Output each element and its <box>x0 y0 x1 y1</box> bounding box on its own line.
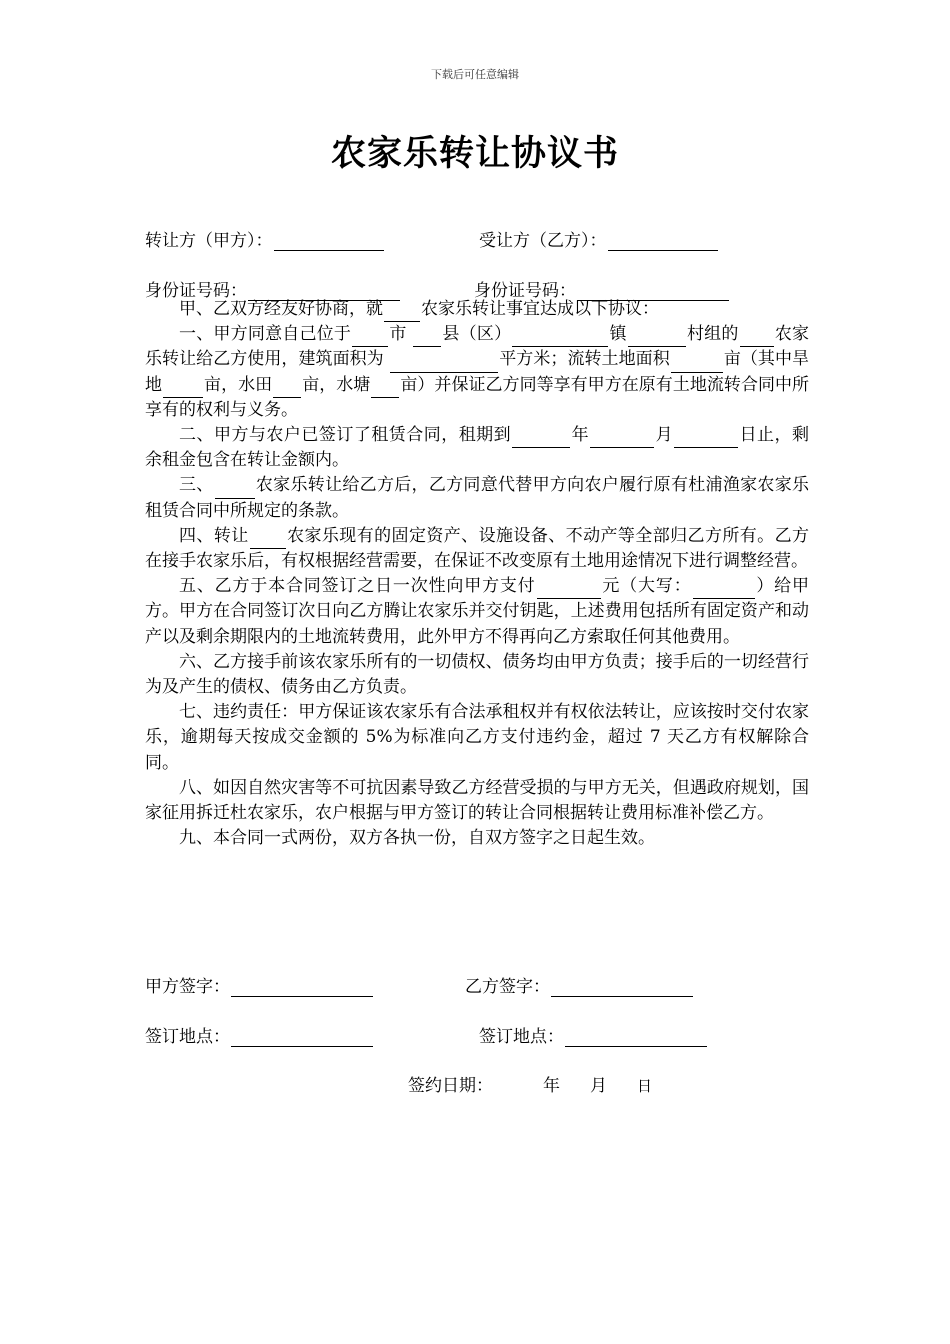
party-b-signature-blank[interactable] <box>551 979 693 997</box>
party-row <box>145 226 607 251</box>
party-a-signature-label: 甲方签字： <box>145 977 230 997</box>
clause-1: 一、甲方同意自己位于 市 县（区） 镇 村组的 农家乐转让给乙方使用，建筑面积为 平方米；流转土地面积 亩（其中旱地 亩，水田 亩，水塘 亩）并保证乙方同等享有甲方在原有土地流转合同中所享有的权利与义务。 <box>145 324 810 420</box>
document-title: 农家乐转让协议书 <box>330 133 619 174</box>
blank[interactable] <box>590 430 654 448</box>
clause-7: 七、违约责任：甲方保证该农家乐有合法承租权并有权依法转让，应该按时交付农家乐，逾期每天按成交金额的 5%为标准向乙方支付违约金，超过 7 天乙方有权解除合同。 <box>145 702 809 773</box>
party-b-signature-label: 乙方签字： <box>465 977 550 997</box>
clause-2: 二、甲方与农户已签订了租赁合同，租期到 年 月 日止，剩余租金包含在转让金额内。 <box>145 425 810 471</box>
transferee-blank[interactable] <box>608 233 718 251</box>
clause-5: 五、乙方于本合同签订之日一次性向甲方支付 元（大写： ）给甲方。甲方在合同签订次日向乙方腾让农家乐并交付钥匙，上述费用包括所有固定资产和动产以及剩余期限内的土地流转费用，此外甲方不得再向乙方索取任何其他费用。 <box>145 576 810 647</box>
id-label-a: 身份证号码： <box>145 281 247 301</box>
blank[interactable] <box>384 304 420 322</box>
transferee-field <box>479 226 719 251</box>
agreement-body <box>145 297 809 851</box>
blank[interactable] <box>537 581 601 599</box>
blank[interactable] <box>512 430 570 448</box>
date-month: 月 <box>590 1076 607 1096</box>
id-label-b: 身份证号码： <box>474 281 576 301</box>
transferor-blank[interactable] <box>274 233 384 251</box>
date-label: 签约日期： <box>408 1076 493 1096</box>
date-day: 日 <box>637 1077 653 1095</box>
blank[interactable] <box>628 329 686 347</box>
date-year: 年 <box>543 1076 560 1096</box>
clause-4: 四、转让 农家乐现有的固定资产、设施设备、不动产等全部归乙方所有。乙方在接手农家乐后，有权根据经营需要，在保证不改变原有土地用途情况下进行调整经营。 <box>145 525 810 572</box>
transferee-label: 受让方（乙方）： <box>479 231 607 251</box>
blank[interactable] <box>740 329 774 347</box>
clause-8: 八、如因自然灾害等不可抗因素导致乙方经营受损的与甲方无关，但遇政府规划，国家征用拆迁杜农家乐，农户根据与甲方签订的转让合同根据转让费用标准补偿乙方。 <box>145 777 809 824</box>
clause-3: 三、 农家乐转让给乙方后，乙方同意代替甲方向农户履行原有杜浦渔家农家乐租赁合同中所规定的条款。 <box>145 475 810 521</box>
blank[interactable] <box>413 329 441 347</box>
clause-9: 九、本合同一式两份，双方各执一份，自双方签字之日起生效。 <box>179 828 655 849</box>
place-label-b: 签订地点： <box>479 1027 564 1047</box>
transferor-label: 转让方（甲方）： <box>145 231 273 251</box>
clause-intro: 甲、乙双方经友好协商，就 农家乐转让事宜达成以下协议： <box>145 297 809 322</box>
blank[interactable] <box>215 481 255 499</box>
blank[interactable] <box>273 380 301 398</box>
header-note: 下载后可任意编辑 <box>431 68 519 81</box>
place-blank-b[interactable] <box>565 1029 707 1047</box>
blank[interactable] <box>352 329 388 347</box>
place-field-b <box>479 1022 708 1047</box>
blank[interactable] <box>250 531 286 549</box>
place-blank-a[interactable] <box>231 1029 373 1047</box>
blank[interactable] <box>671 355 723 373</box>
blank[interactable] <box>163 380 203 398</box>
clause-6: 六、乙方接手前该农家乐所有的一切债权、债务均由甲方负责；接手后的一切经营行为及产生的债权、债务由乙方负责。 <box>145 651 809 698</box>
place-label-a: 签订地点： <box>145 1027 230 1047</box>
blank[interactable] <box>693 581 755 599</box>
signing-date <box>408 1071 652 1096</box>
blank[interactable] <box>390 355 498 373</box>
blank[interactable] <box>512 329 608 347</box>
party-a-signature-blank[interactable] <box>231 979 373 997</box>
party-b-signature <box>465 972 694 997</box>
blank[interactable] <box>674 430 738 448</box>
signature-row <box>145 972 550 997</box>
blank[interactable] <box>371 380 399 398</box>
place-row <box>145 1022 564 1047</box>
